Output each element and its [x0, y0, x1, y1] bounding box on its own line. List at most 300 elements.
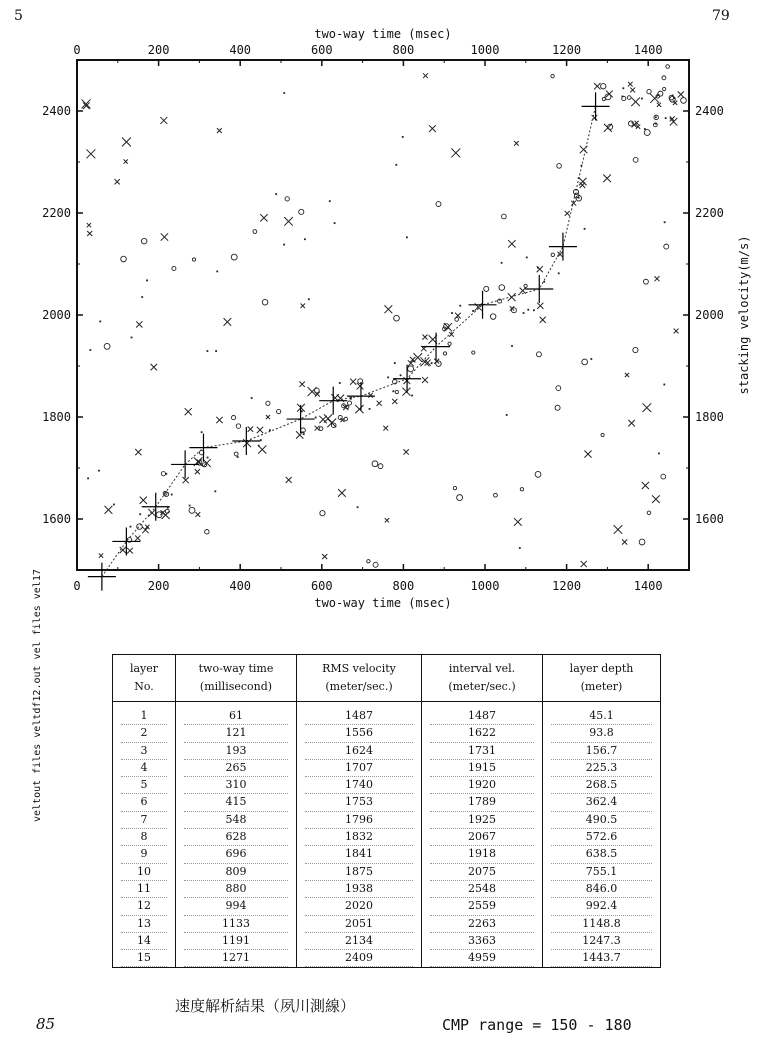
- scatter-o-mark: [453, 486, 456, 489]
- scatter-x-mark: [257, 427, 263, 433]
- scatter-o-mark: [141, 238, 146, 243]
- scatter-dot-mark: [655, 123, 657, 125]
- table-cell: 696: [184, 846, 288, 863]
- scatter-dot-mark: [537, 267, 539, 269]
- table-cell: 1875: [305, 864, 413, 881]
- scatter-dot-mark: [523, 312, 525, 314]
- scatter-dot-mark: [431, 362, 433, 364]
- table-cell: 548: [184, 812, 288, 829]
- table-cell: 2020: [305, 898, 413, 915]
- scatter-x-mark: [622, 539, 627, 544]
- figure-caption: 速度解析結果（夙川測線）: [175, 997, 356, 1015]
- column-layer-depth: [543, 702, 661, 968]
- y-tick-label-right: 2000: [695, 308, 724, 322]
- scatter-x-mark: [392, 399, 397, 404]
- table-cell: 638.5: [551, 846, 652, 863]
- scatter-dot-mark: [139, 513, 141, 515]
- page-number-right: 79: [712, 8, 730, 24]
- table-cell: 3: [121, 743, 167, 760]
- scatter-x-mark: [122, 138, 131, 147]
- scatter-x-mark: [266, 415, 270, 419]
- scatter-o-mark: [524, 284, 527, 287]
- table-cell: 1832: [305, 829, 413, 846]
- velocity-results-table: [112, 654, 661, 968]
- scatter-o-mark: [551, 253, 554, 256]
- x-axis-label-top: two-way time (msec): [314, 27, 452, 41]
- scatter-dot-mark: [411, 395, 413, 397]
- x-tick-label-bottom: 1400: [633, 579, 663, 593]
- scatter-x-mark: [87, 223, 91, 227]
- column-rms-velocity: [297, 702, 422, 968]
- scatter-dot-mark: [506, 414, 508, 416]
- scatter-x-mark: [135, 449, 141, 455]
- scatter-x-mark: [614, 525, 623, 534]
- x-tick-label-top: 1400: [633, 43, 663, 57]
- scatter-o-mark: [662, 76, 666, 80]
- scatter-o-mark: [443, 352, 446, 355]
- table-cell: 2134: [305, 933, 413, 950]
- scatter-x-mark: [300, 304, 305, 309]
- table-cell: 310: [184, 777, 288, 794]
- table-cell: 992.4: [551, 898, 652, 915]
- x-tick-label-bottom: 200: [147, 579, 170, 593]
- table-cell: 15: [121, 950, 167, 967]
- x-tick-label-bottom: 1200: [552, 579, 582, 593]
- table-cell: 1920: [430, 777, 534, 794]
- table-cell: 1622: [430, 725, 534, 742]
- scatter-o-mark: [647, 89, 651, 93]
- table-cell: 7: [121, 812, 167, 829]
- scatter-dot-mark: [206, 350, 208, 352]
- scatter-o-mark: [535, 471, 541, 477]
- scatter-dot-mark: [451, 312, 453, 314]
- side-label-veltout-files: veltout files veltdf12.out vel files vel17: [32, 569, 43, 822]
- table-cell: 1443.7: [551, 950, 652, 967]
- scatter-o-mark: [344, 417, 348, 421]
- scatter-o-mark: [234, 452, 238, 456]
- scatter-dot-mark: [87, 477, 89, 479]
- scatter-x-mark: [594, 83, 600, 89]
- scatter-dot-mark: [146, 279, 148, 281]
- scatter-dot-mark: [543, 281, 545, 283]
- scatter-o-mark: [663, 87, 666, 90]
- table-cell: 1487: [430, 708, 534, 725]
- scatter-x-mark: [384, 305, 392, 313]
- scatter-dot-mark: [392, 390, 394, 392]
- table-cell: 3363: [430, 933, 534, 950]
- scatter-x-mark: [160, 117, 167, 124]
- scatter-x-mark: [422, 334, 427, 339]
- scatter-dot-mark: [400, 374, 402, 376]
- scatter-x-mark: [643, 403, 652, 412]
- scatter-x-mark: [319, 416, 326, 423]
- scatter-dot-mark: [301, 410, 303, 412]
- scatter-x-mark: [565, 211, 570, 216]
- table-cell: 1925: [430, 812, 534, 829]
- scatter-dot-mark: [369, 408, 371, 410]
- scatter-o-mark: [253, 230, 257, 234]
- scatter-o-mark: [137, 524, 143, 530]
- scatter-x-mark: [423, 73, 428, 78]
- column-interval-velocity: [422, 702, 543, 968]
- scatter-x-mark: [105, 506, 113, 514]
- table-header-row: [113, 655, 661, 702]
- scatter-o-mark: [408, 366, 414, 372]
- scatter-o-mark: [231, 416, 235, 420]
- scatter-x-mark: [185, 408, 192, 415]
- scatter-x-mark: [635, 121, 639, 125]
- scatter-x-mark: [584, 451, 591, 458]
- scatter-x-mark: [674, 329, 679, 334]
- scatter-dot-mark: [98, 470, 100, 472]
- scatter-o-mark: [484, 286, 489, 291]
- scatter-dot-mark: [304, 238, 306, 240]
- scatter-x-mark: [402, 388, 410, 396]
- table-cell: 13: [121, 916, 167, 933]
- x-tick-label-bottom: 800: [392, 579, 415, 593]
- table-cell: 4: [121, 760, 167, 777]
- scatter-o-mark: [299, 209, 304, 214]
- scatter-o-mark: [231, 254, 237, 260]
- scatter-x-mark: [135, 535, 140, 540]
- x-tick-label-top: 0: [73, 43, 81, 57]
- scatter-dot-mark: [663, 384, 665, 386]
- table-body-row: [113, 702, 661, 968]
- scatter-dot-mark: [201, 431, 203, 433]
- scatter-x-mark: [628, 82, 633, 87]
- scatter-dot-mark: [283, 244, 285, 246]
- scatter-dot-mark: [216, 271, 218, 273]
- scatter-o-mark: [490, 314, 496, 320]
- handwritten-mark: 85: [36, 1015, 56, 1033]
- y-tick-label-left: 2200: [42, 206, 71, 220]
- scatter-x-mark: [630, 88, 635, 93]
- scatter-dot-mark: [658, 453, 660, 455]
- scatter-marks-layer: [81, 65, 686, 568]
- scatter-o-mark: [502, 214, 507, 219]
- y-tick-label-left: 2000: [42, 308, 71, 322]
- table-cell: 2548: [430, 881, 534, 898]
- table-cell: 1624: [305, 743, 413, 760]
- table-cell: 755.1: [551, 864, 652, 881]
- table-cell: 11: [121, 881, 167, 898]
- picked-point-cross: [347, 382, 375, 410]
- header-layer-depth: layer depth (meter): [543, 655, 661, 702]
- scatter-dot-mark: [395, 164, 397, 166]
- scatter-dot-mark: [501, 262, 503, 264]
- scatter-x-mark: [87, 231, 92, 236]
- scatter-dot-mark: [207, 457, 209, 459]
- table-cell: 1796: [305, 812, 413, 829]
- table-cell: 61: [184, 708, 288, 725]
- scatter-dot-mark: [511, 345, 513, 347]
- scatter-x-mark: [403, 449, 408, 454]
- scatter-x-mark: [258, 445, 266, 453]
- table-cell: 1133: [184, 916, 288, 933]
- scatter-x-mark: [299, 382, 304, 387]
- y-axis-label-right: stacking velocity(m/s): [737, 235, 751, 395]
- x-tick-label-top: 800: [392, 43, 415, 57]
- scatter-o-mark: [262, 299, 268, 305]
- y-tick-label-right: 2400: [695, 104, 724, 118]
- scatter-x-mark: [628, 420, 635, 427]
- table-cell: 9: [121, 846, 167, 863]
- table-cell: 268.5: [551, 777, 652, 794]
- x-tick-label-bottom: 0: [73, 579, 81, 593]
- table-cell: 2263: [430, 916, 534, 933]
- scatter-dot-mark: [665, 117, 667, 119]
- scatter-x-mark: [377, 401, 382, 406]
- scatter-o-mark: [457, 495, 463, 501]
- scatter-x-mark: [451, 149, 460, 158]
- scatter-x-mark: [385, 518, 389, 522]
- table-cell: 1: [121, 708, 167, 725]
- table-cell: 2559: [430, 898, 534, 915]
- scatter-dot-mark: [519, 547, 521, 549]
- scatter-x-mark: [224, 318, 232, 326]
- scatter-o-mark: [161, 472, 165, 476]
- scatter-x-mark: [540, 317, 546, 323]
- scatter-x-mark: [286, 477, 292, 483]
- picked-point-cross: [88, 563, 116, 591]
- table-cell: 880: [184, 881, 288, 898]
- scatter-x-mark: [652, 495, 660, 503]
- scatter-o-mark: [395, 390, 398, 393]
- table-cell: 193: [184, 743, 288, 760]
- scatter-o-mark: [394, 315, 400, 321]
- scatter-x-mark: [350, 379, 356, 385]
- scatter-x-mark: [115, 179, 120, 184]
- table-cell: 5: [121, 777, 167, 794]
- scatter-dot-mark: [113, 504, 115, 506]
- scatter-dot-mark: [527, 309, 529, 311]
- table-cell: 1731: [430, 743, 534, 760]
- scatter-x-mark: [140, 497, 147, 504]
- scatter-dot-mark: [99, 321, 101, 323]
- scatter-x-mark: [284, 217, 293, 226]
- x-tick-label-bottom: 1000: [470, 579, 500, 593]
- scatter-x-mark: [136, 321, 142, 327]
- column-layer-no: [113, 702, 176, 968]
- scatter-x-mark: [508, 240, 515, 247]
- scatter-o-mark: [104, 343, 110, 349]
- scatter-o-mark: [378, 464, 383, 469]
- scatter-o-mark: [555, 405, 560, 410]
- x-tick-label-top: 1200: [552, 43, 582, 57]
- scatter-o-mark: [633, 157, 638, 162]
- scatter-o-mark: [192, 258, 195, 261]
- scatter-x-mark: [315, 392, 320, 397]
- table-cell: 121: [184, 725, 288, 742]
- scatter-o-mark: [664, 244, 669, 249]
- y-tick-label-left: 1800: [42, 410, 71, 424]
- scatter-dot-mark: [269, 429, 271, 431]
- scatter-dot-mark: [215, 350, 217, 352]
- scatter-dot-mark: [394, 362, 396, 364]
- scatter-o-mark: [347, 401, 351, 405]
- scatter-o-mark: [373, 562, 378, 567]
- scatter-x-mark: [625, 373, 629, 377]
- scatter-dot-mark: [584, 228, 586, 230]
- y-tick-label-left: 2400: [42, 104, 71, 118]
- scatter-dot-mark: [130, 526, 132, 528]
- table-cell: 1487: [305, 708, 413, 725]
- scatter-x-mark: [127, 548, 133, 554]
- scatter-dot-mark: [357, 506, 359, 508]
- table-cell: 1915: [430, 760, 534, 777]
- picked-point-cross: [422, 333, 450, 361]
- table-cell: 994: [184, 898, 288, 915]
- scatter-x-mark: [678, 91, 684, 97]
- table-cell: 362.4: [551, 794, 652, 811]
- scatter-o-mark: [372, 461, 378, 467]
- x-tick-label-top: 1000: [470, 43, 500, 57]
- table-cell: 415: [184, 794, 288, 811]
- cmp-range-label: CMP range = 150 - 180: [442, 1016, 632, 1034]
- scatter-dot-mark: [641, 98, 643, 100]
- scatter-o-mark: [266, 401, 270, 405]
- scatter-x-mark: [657, 103, 661, 107]
- table-cell: 809: [184, 864, 288, 881]
- scatter-x-mark: [81, 99, 90, 108]
- scatter-o-mark: [189, 507, 195, 513]
- table-cell: 1918: [430, 846, 534, 863]
- scatter-o-mark: [557, 164, 562, 169]
- table-cell: 2: [121, 725, 167, 742]
- table-cell: 45.1: [551, 708, 652, 725]
- scatter-dot-mark: [329, 200, 331, 202]
- scatter-x-mark: [322, 554, 327, 559]
- scatter-dot-mark: [131, 337, 133, 339]
- scatter-o-mark: [448, 342, 451, 345]
- picked-point-cross: [469, 291, 497, 319]
- scatter-dot-mark: [214, 490, 216, 492]
- scatter-dot-mark: [189, 505, 191, 507]
- scatter-o-mark: [277, 409, 281, 413]
- scatter-o-mark: [472, 351, 475, 354]
- scatter-dot-mark: [664, 221, 666, 223]
- scatter-dot-mark: [672, 95, 674, 97]
- scatter-o-mark: [121, 256, 127, 262]
- scatter-dot-mark: [472, 310, 474, 312]
- scatter-o-mark: [494, 493, 498, 497]
- velocity-function-line: [102, 106, 596, 576]
- scatter-dot-mark: [315, 417, 317, 419]
- scatter-x-mark: [383, 426, 388, 431]
- table-cell: 265: [184, 760, 288, 777]
- table-cell: 1556: [305, 725, 413, 742]
- table-cell: 10: [121, 864, 167, 881]
- scatter-o-mark: [666, 65, 670, 69]
- scatter-x-mark: [260, 214, 267, 221]
- scatter-o-mark: [536, 352, 541, 357]
- picked-point-cross: [525, 275, 553, 303]
- scatter-o-mark: [499, 285, 505, 291]
- table-cell: 1789: [430, 794, 534, 811]
- table-cell: 1740: [305, 777, 413, 794]
- x-tick-label-top: 600: [310, 43, 333, 57]
- header-layer: layer No.: [113, 655, 176, 702]
- scatter-o-mark: [285, 197, 289, 201]
- scatter-dot-mark: [303, 433, 305, 435]
- scatter-x-mark: [195, 469, 200, 474]
- header-interval-velocity: interval vel. (meter/sec.): [422, 655, 543, 702]
- table-cell: 2409: [305, 950, 413, 967]
- table-cell: 93.8: [551, 725, 652, 742]
- table-cell: 628: [184, 829, 288, 846]
- header-two-way-time: two-way time (millisecond): [176, 655, 297, 702]
- scatter-o-mark: [601, 433, 604, 436]
- table-cell: 2067: [430, 829, 534, 846]
- scatter-dot-mark: [406, 236, 408, 238]
- scatter-x-mark: [514, 141, 519, 146]
- scatter-x-mark: [86, 149, 95, 158]
- picked-point-cross: [232, 427, 260, 455]
- scatter-x-mark: [151, 364, 157, 370]
- scatter-o-mark: [205, 530, 209, 534]
- column-two-way-time: [176, 702, 297, 968]
- scatter-dot-mark: [387, 376, 389, 378]
- scatter-o-mark: [436, 361, 441, 366]
- scatter-o-mark: [236, 424, 241, 429]
- scatter-o-mark: [367, 560, 370, 563]
- scatter-o-mark: [582, 359, 588, 365]
- table-cell: 156.7: [551, 743, 652, 760]
- table-cell: 2051: [305, 916, 413, 933]
- scatter-o-mark: [436, 202, 441, 207]
- scatter-o-mark: [644, 130, 650, 136]
- scatter-x-mark: [216, 417, 222, 423]
- scatter-o-mark: [643, 279, 648, 284]
- scatter-dot-mark: [402, 136, 404, 138]
- scatter-o-mark: [633, 347, 638, 352]
- scatter-dot-mark: [622, 96, 624, 98]
- scatter-dot-mark: [308, 298, 310, 300]
- table-cell: 6: [121, 794, 167, 811]
- table-cell: 1753: [305, 794, 413, 811]
- scatter-o-mark: [601, 84, 606, 89]
- table-cell: 490.5: [551, 812, 652, 829]
- scatter-x-mark: [217, 128, 222, 133]
- scatter-o-mark: [320, 511, 325, 516]
- scatter-x-mark: [148, 509, 156, 517]
- scatter-dot-mark: [655, 116, 657, 118]
- table-cell: 225.3: [551, 760, 652, 777]
- scatter-o-mark: [627, 96, 631, 100]
- scatter-x-mark: [161, 233, 168, 240]
- table-cell: 1148.8: [551, 916, 652, 933]
- y-tick-label-right: 1600: [695, 512, 724, 526]
- scatter-x-mark: [631, 97, 640, 106]
- scatter-o-mark: [556, 386, 561, 391]
- y-tick-label-left: 1600: [42, 512, 71, 526]
- scatter-o-mark: [172, 266, 176, 270]
- y-tick-label-right: 2200: [695, 206, 724, 220]
- scatter-dot-mark: [171, 494, 173, 496]
- picked-point-cross: [112, 527, 140, 555]
- scatter-dot-mark: [558, 272, 560, 274]
- scatter-dot-mark: [339, 382, 341, 384]
- scatter-x-mark: [537, 303, 543, 309]
- scatter-dot-mark: [459, 305, 461, 307]
- x-tick-label-top: 400: [229, 43, 252, 57]
- scatter-x-mark: [655, 276, 660, 281]
- scatter-x-mark: [514, 518, 522, 526]
- scatter-o-mark: [661, 474, 666, 479]
- header-rms-velocity: RMS velocity (meter/sec.): [297, 655, 422, 702]
- table-cell: 1271: [184, 950, 288, 967]
- axis-ticks-layer: [42, 43, 724, 593]
